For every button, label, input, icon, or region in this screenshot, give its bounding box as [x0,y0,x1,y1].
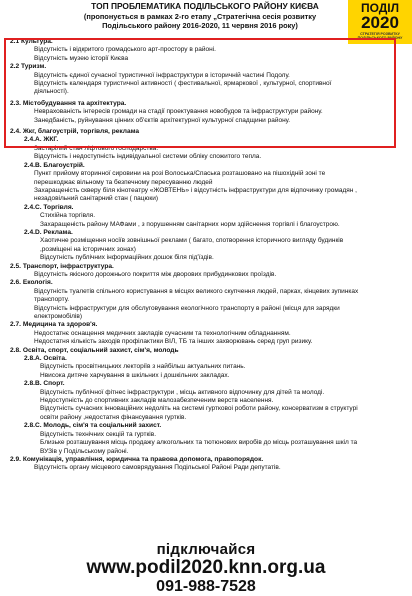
list-item: Відсутність органу місцевого самоврядування Подільської Районі Ради депутатів. [34,464,281,472]
list-item: ,розміщені на історичних зонах) [40,245,136,253]
list-item: Хаотичне розміщення носіїв зовнішньої реклами ( багато, спотворення історичного вигляду будинків [40,237,344,245]
footer [0,541,412,596]
list-item: освіти району ,недостатня фінансування гуртків. [40,413,187,421]
footer-call-to-action: підключайся [156,541,256,558]
section-heading: 2.4. Жкг, благоустрій, торгівля, реклама [10,128,140,136]
list-item: Близьке розташування місць продажу алкогольних та тютюнових виробів до місць розташування шкіл та [40,439,358,447]
list-item: Занедбаність, руйнування цінних об'єктів архітектурної культурної спадщини району. [34,116,291,124]
list-item: Застарілий стан ліфтового господарства. [34,144,159,152]
section-heading: 2.6. Екологія. [10,279,53,287]
list-item: Недоступність до спортивних закладів малозабезпеченим верств населення. [40,397,274,405]
list-item: Нвисока дитяче харчування в шкільних і дошкільних закладах. [40,371,230,379]
section-heading: 2.9. Комунікація, управління, юридична та правова допомога, правопорядок. [10,455,264,463]
list-item: транспорту. [34,296,70,304]
subsection-heading: 2.4.В. Благоустрій. [24,161,85,169]
list-item: Захаращеність скверу біля кінотеатру «ЖОВТЕНЬ» і відсутність інфраструктури для відпочинку громадян , [34,186,357,194]
list-item: Недостатня кількість заходів профілактики ВІЛ, ТБ та інших захворювань серед груп ризику. [34,338,313,346]
logo-text: ПОДІЛ [360,1,400,15]
list-item: Відсутність єдиної сучасної туристичної інфраструктури в історичній частині Подолу. [34,71,290,79]
list-item: Стихійна торгівля. [40,212,96,220]
list-item: Відсутність сучасних інноваційних недоліть на системі гуртковоі роботи району, консерватизм в структурі [40,405,358,413]
subsection-heading: 2.8.С. Молодь, сім'я та соціальний захист. [24,422,162,430]
list-item: Відсутність якісного дорожнього покриття між дворових прибудинкових проїздів. [34,270,277,278]
list-item: діяльності). [34,88,69,96]
subsection-heading: 2.8.А. Освіта. [24,355,67,363]
list-item: перешкоджає вільному та безпечному пересуванню людей [34,178,213,186]
list-item: незадовільний санітарний стан ( пацюки) [34,195,158,203]
subsection-heading: 2.4.А. ЖКГ. [24,136,59,144]
list-item: Відсутність технічних секцій та гуртків. [40,430,157,438]
list-item: Відсутність і недоступність індивідуальної системи обліку спожитого тепла. [34,153,262,161]
list-item: Відсутність публічної фітнес інфраструктури , місць активного відпочинку для дітей та молоді. [40,388,325,396]
document-title: ТОП ПРОБЛЕМАТИКА ПОДІЛЬСЬКОГО РАЙОНУ КИЄВА [91,1,319,11]
list-item: Відсутність інфраструктури для обслуговування екологічного транспорту в районі (місця для зарядки [34,304,340,312]
section-heading: 2.8. Освіта, спорт, соціальний захист, сім'я, молодь [10,346,179,354]
footer-url-link[interactable]: www.podil2020.knn.org.ua [86,557,326,578]
list-item: Відсутність музею історії Києва [34,54,129,62]
list-item: Відсутність туалетів спільного користування в місцях великого скупчення людей, парках, кінцевих зупинках [34,287,359,295]
subsection-heading: 2.4.D. Реклама. [24,228,73,236]
subtitle-line: (пропонується в рамках 2-го етапу „Стратегічна сесія розвитку [83,12,317,21]
subtitle-line: Подільського району 2016-2020, 11 червня 2016 року) [102,21,298,30]
logo-year: 2020 [361,13,399,32]
subsection-heading: 2.8.В. Спорт. [24,380,65,388]
list-item: Недостатнє оснащення медичних закладів сучасним та технологічним обладнанням. [34,329,291,337]
section-heading: 2.5. Транспорт, інфраструктура. [10,262,114,270]
list-item: Відсутність і відкритого громадського арт-простору в районі. [34,46,216,54]
section-heading: 2.2 Туризм. [10,63,47,71]
list-item: Відсутність просвітницьких лекторіїв з найбільш актуальних питань. [40,363,246,371]
document-subtitle [50,12,350,30]
section-heading: 2.1 Культура. [10,38,53,45]
logo-tagline: СТРАТЕГІЯ РОЗВИТКУ ПОДІЛЬСЬКОГО РАЙОНУ [357,32,403,41]
footer-phone: 091-988-7528 [156,578,256,595]
section-heading: 2.3. Містобудування та архітектура. [10,99,127,107]
list-item: Пункт прийому вторинної сировини на розі Волоська/Спаська розташовано на пішохідній зоні те [34,170,326,178]
list-item: Неврахованість інтересів громади на стадії проектування новобудов та інфраструктури району. [34,108,323,116]
list-item: Захаращеність району МАФами , з порушенням санітарних норм здійснення торгівлі і благоустрою. [40,220,340,228]
subsection-heading: 2.4.С. Торгівля. [24,203,74,211]
list-item: ВУЗів у Подільському районі. [40,447,129,455]
list-item: Відсутність публічних інформаційних дошок біля під'їздів. [40,254,214,262]
section-heading: 2.7. Медицина та здоров'я. [10,321,98,329]
list-item: електромобілів) [34,313,83,320]
list-item: Відсутність календаря туристичної активності ( фестивальної, ярмаркової , культурної, спортивної [34,80,332,88]
document-body [10,38,408,473]
